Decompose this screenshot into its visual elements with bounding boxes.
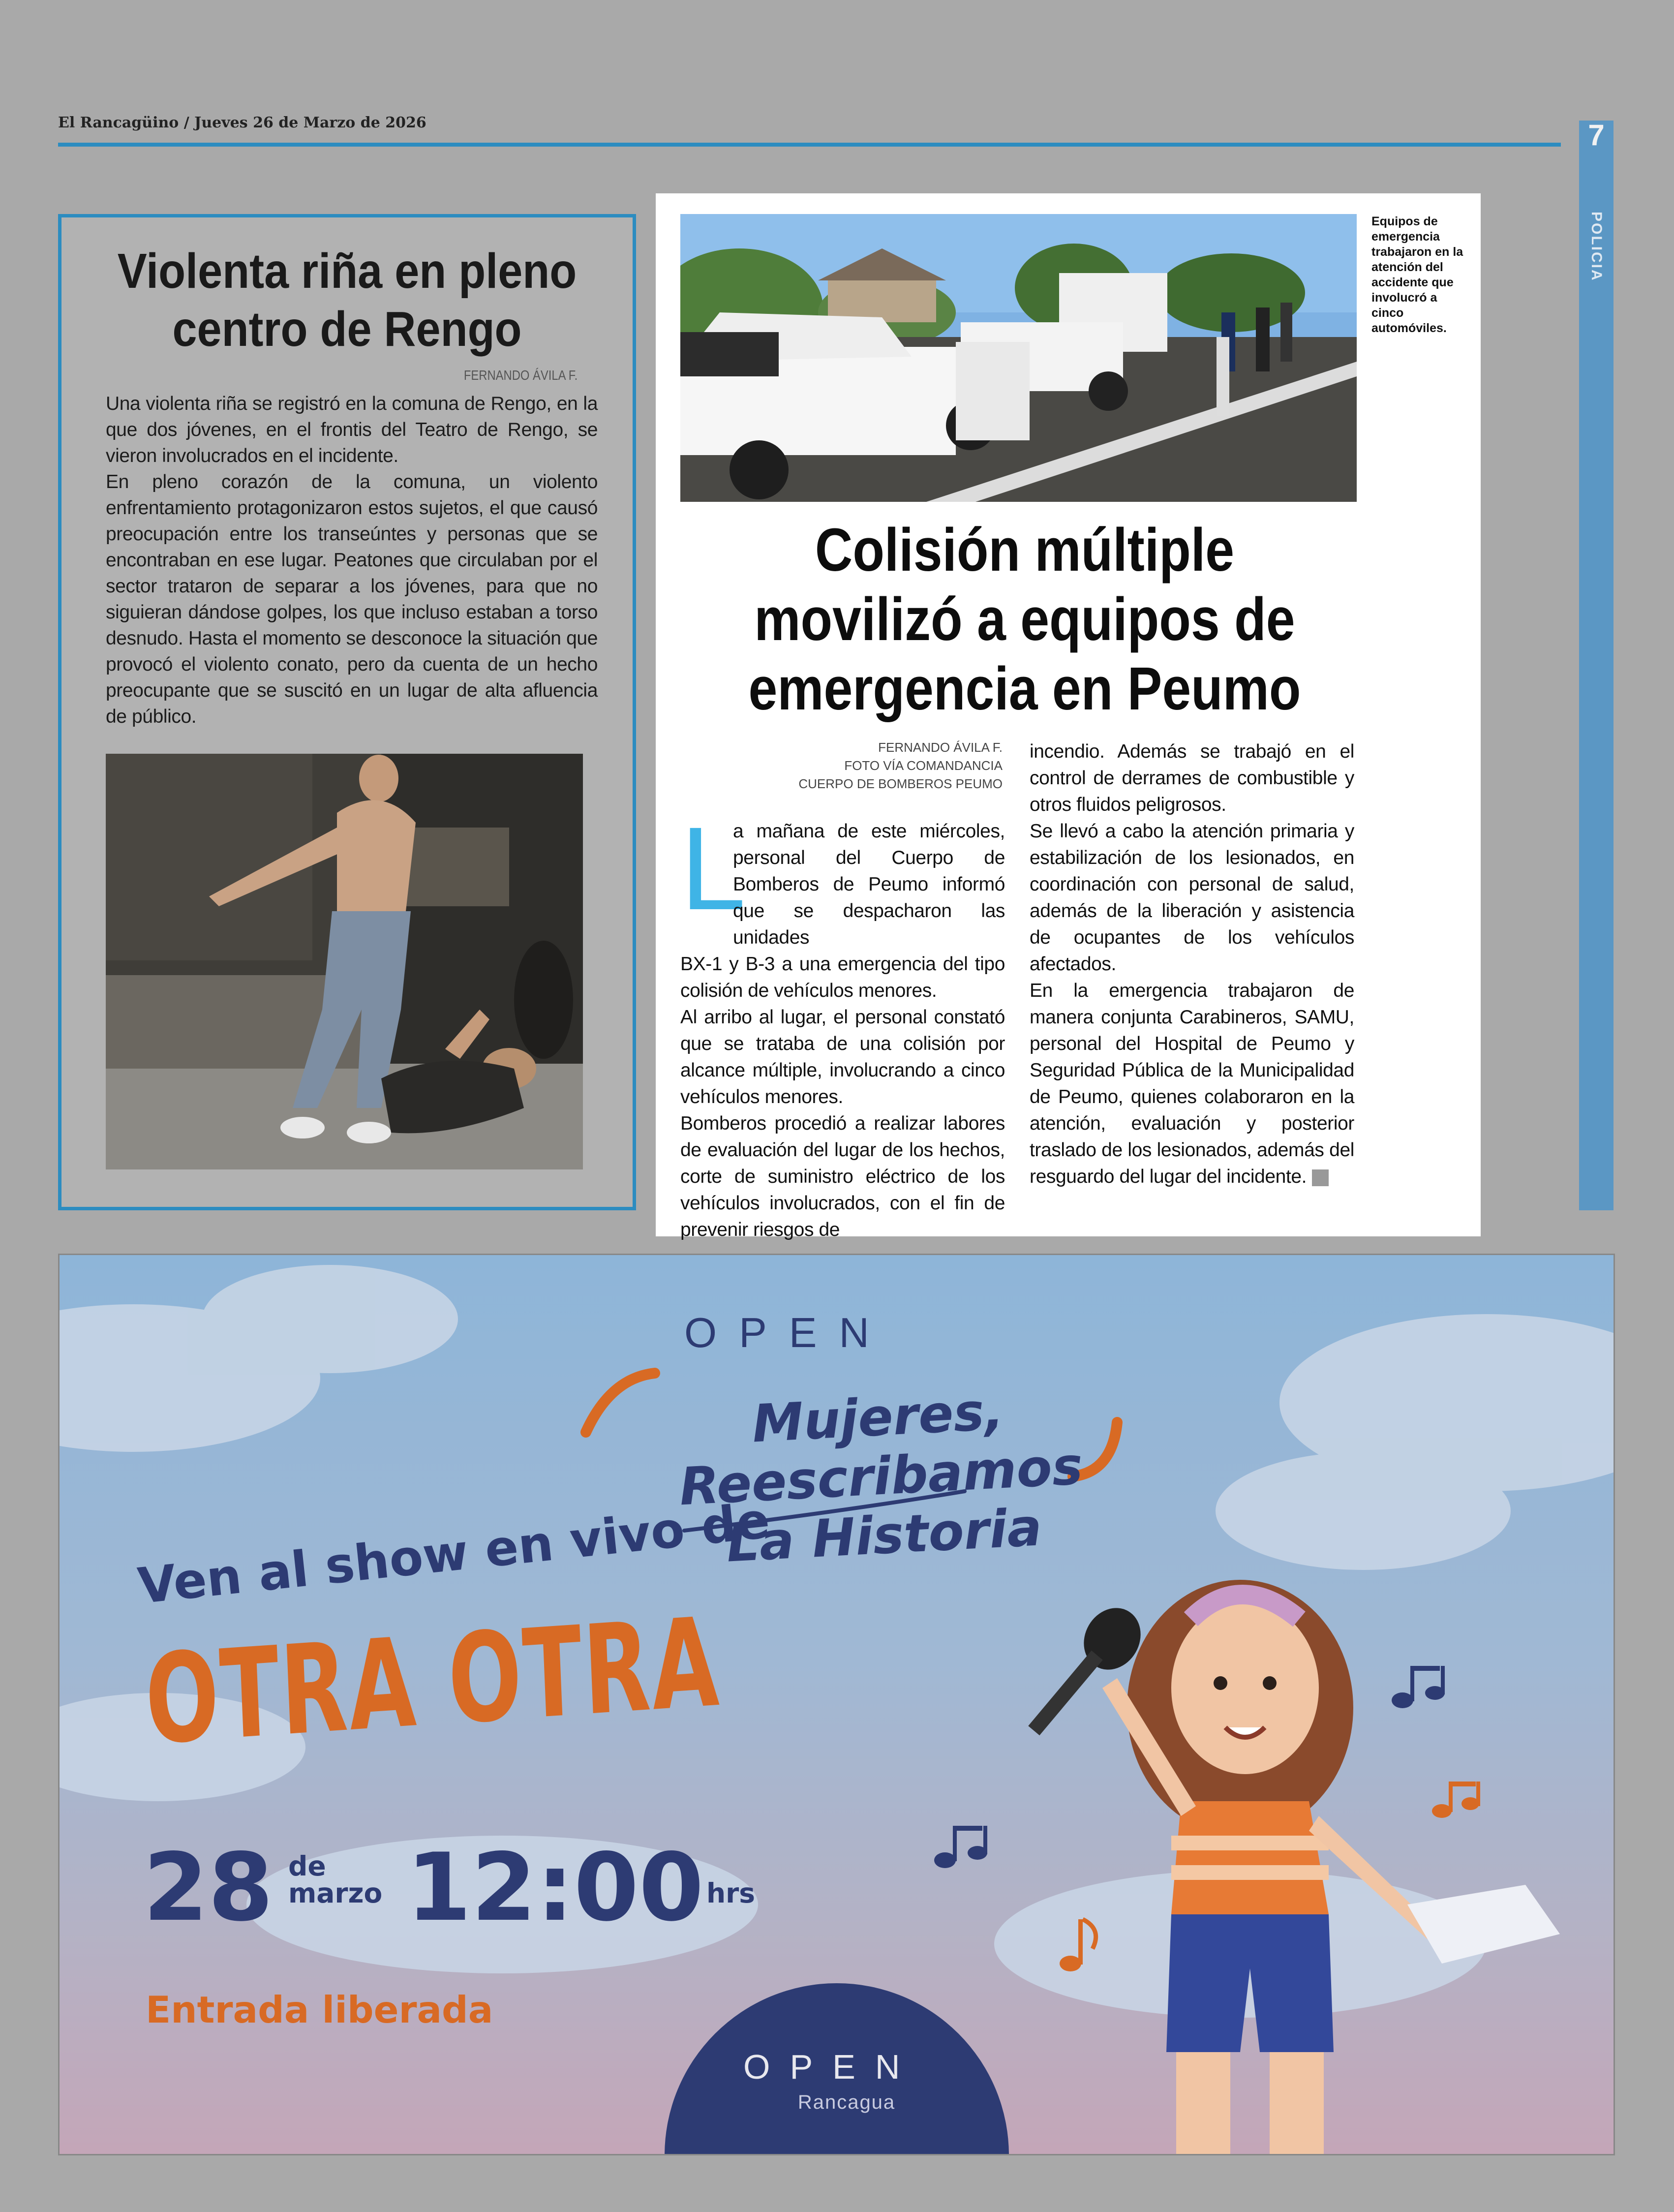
left-article-paragraph: Una violenta riña se registró en la comuna de Rengo, en la que dos jóvenes, en el frontis del Teatro de Rengo, se vieron involucrados en el incidente.	[106, 393, 598, 466]
fight-photo	[106, 754, 583, 1169]
event-advertisement	[58, 1254, 1615, 2155]
ad-time-unit: hrs	[706, 1877, 756, 1909]
ad-brand-bottom: OPEN	[743, 2048, 920, 2086]
ad-time: 12:00	[406, 1833, 704, 1942]
page-number: 7	[1588, 119, 1605, 152]
collision-photo	[680, 214, 1357, 502]
article-paragraph-text: En la emergencia trabajaron de manera conjunta Carabineros, SAMU, personal del Hospital de Peumo y Seguridad Pública de la Municipalidad de Peumo, quienes colaboraron en la atención, evaluación y posterior traslado de los lesionados, además del resguardo del lugar del incidente.	[1030, 980, 1354, 1187]
ad-invite: Ven al show en vivo de	[135, 1491, 773, 1615]
ad-de: de	[288, 1850, 326, 1882]
article-column-1	[680, 802, 1005, 1243]
ad-band-name: OTRA OTRA	[143, 1590, 723, 1772]
section-label: POLICIA	[1588, 212, 1605, 282]
photo-caption: Equipos de emergencia trabajaron en la atención del accidente que involucró a cinco automóviles.	[1371, 215, 1463, 335]
ad-admission: Entrada liberada	[146, 1988, 493, 2031]
left-article-title: Violenta riña en pleno centro de Rengo	[117, 244, 577, 357]
article-column-2	[1030, 738, 1354, 1190]
header-rule	[58, 143, 1561, 147]
article-paragraph: incendio. Además se trabajó en el control de derrames de combustible y otros fluidos peligrosos.	[1030, 741, 1354, 815]
ad-tagline-line1: Mujeres, Reescribamos	[678, 1381, 1084, 1517]
article-paragraph	[1030, 978, 1354, 1190]
left-article	[58, 214, 636, 1210]
drop-cap: L	[680, 802, 746, 934]
ad-brand-top: OPEN	[684, 1310, 891, 1356]
byline-source: CUERPO DE BOMBEROS PEUMO	[798, 776, 1003, 791]
byline-photo: FOTO VÍA COMANDANCIA	[844, 758, 1003, 773]
masthead: El Rancagüino / Jueves 26 de Marzo de 2026	[58, 114, 426, 131]
byline-author: FERNANDO ÁVILA F.	[878, 740, 1003, 755]
left-article-body	[106, 391, 598, 730]
article-paragraph: BX-1 y B-3 a una emergencia del tipo colisión de vehículos menores.	[680, 953, 1005, 1001]
left-article-author: FERNANDO ÁVILA F.	[463, 368, 578, 383]
ad-tagline-line2: La Historia	[725, 1497, 1043, 1574]
singer-illustration	[1028, 1580, 1560, 2155]
article-paragraph: Se llevó a cabo la atención primaria y estabilización de los lesionados, en coordinación con personal de salud, además de la liberación y asistencia de ocupantes de los vehículos afectados.	[1030, 821, 1354, 975]
left-article-paragraph: En pleno corazón de la comuna, un violento enfrentamiento protagonizaron estos sujetos, el que causó preocupación entre los transeúntes y personas que se encontraban en ese lugar. Peatones que circulaban por el sector trataron de separar a los jóvenes, para que no siguieran dándose golpes, los que incluso estaban a torso desnudo. Hasta el momento se desconoce la situación que provocó el violento conato, pero da cuenta de un hecho preocupante que se suscitó en un lugar de alta afluencia de público.	[106, 471, 598, 727]
right-article	[656, 193, 1481, 1240]
ad-month: marzo	[288, 1877, 383, 1909]
right-article-title: Colisión múltiple movilizó a equipos de emergencia en Peumo	[748, 517, 1301, 723]
lead-paragraph: a mañana de este miércoles, personal del Cuerpo de Bomberos de Peumo informó que se despacharon las unidades	[733, 821, 1005, 948]
article-paragraph: Bomberos procedió a realizar labores de evaluación del lugar de los hechos, corte de suministro eléctrico de los vehículos involucrados, con el fin de prevenir riesgos de	[680, 1113, 1005, 1240]
end-mark-icon	[1312, 1169, 1329, 1186]
ad-brand-city: Rancagua	[797, 2091, 896, 2113]
article-paragraph: Al arribo al lugar, el personal constató que se trataba de una colisión por alcance múltiple, involucrando a cinco vehículos menores.	[680, 1007, 1005, 1107]
ad-day: 28	[143, 1833, 274, 1942]
